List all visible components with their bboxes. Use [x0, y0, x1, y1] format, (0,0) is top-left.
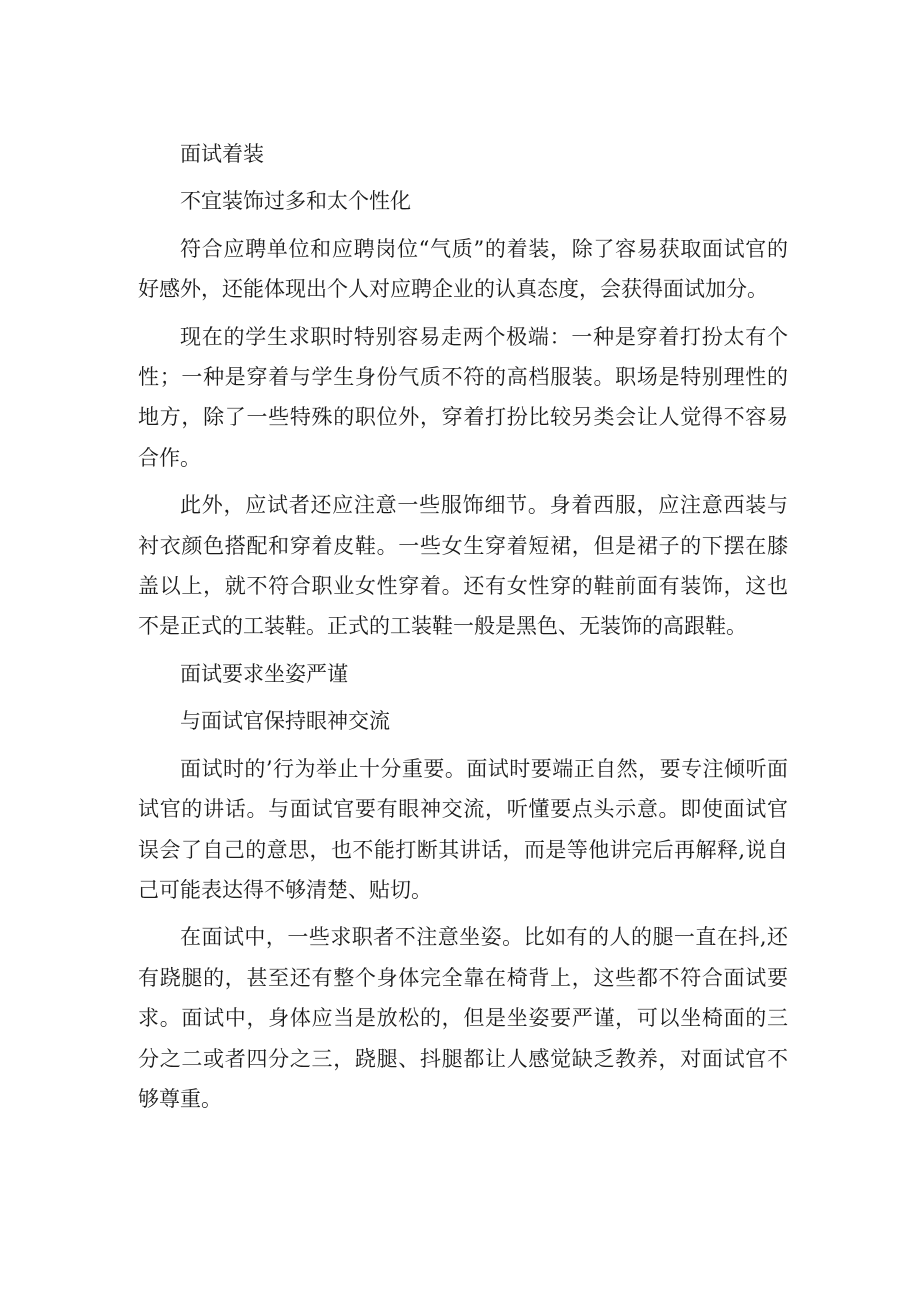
subheading-no-excess-decoration: 不宜装饰过多和太个性化	[180, 189, 411, 214]
paragraph-sitting-posture: 在面试中，一些求职者不注意坐姿。比如有的人的腿一直在抖,还有跷腿的，甚至还有整个身体完全靠在椅背上，这些都不符合面试要求。面试中，身体应当是放松的，但是坐姿要严谨，可以坐椅面的三分之二或者四分之三，跷腿、抖腿都让人感觉缺乏教养，对面试官不够尊重。	[138, 925, 788, 1111]
document-body	[138, 134, 788, 1126]
paragraph-behavior: 面试时的’行为举止十分重要。面试时要端正自然，要专注倾听面试官的讲话。与面试官要有眼神交流，听懂要点头示意。即使面试官误会了自己的意思，也不能打断其讲话，而是等他讲完后再解释,说自己可能表达得不够清楚、贴切。	[138, 756, 788, 902]
section-heading-posture: 面试要求坐姿严谨	[180, 661, 348, 686]
subheading-eye-contact: 与面试官保持眼神交流	[180, 709, 390, 734]
paragraph-attire-details: 此外，应试者还应注意一些服饰细节。身着西服，应注意西装与衬衣颜色搭配和穿着皮鞋。一些女生穿着短裙，但是裙子的下摆在膝盖以上，就不符合职业女性穿着。还有女性穿的鞋前面有装饰，这也不是正式的工装鞋。正式的工装鞋一般是黑色、无装饰的高跟鞋。	[138, 493, 788, 639]
section-heading-attire: 面试着装	[180, 142, 264, 166]
paragraph-two-extremes: 现在的学生求职时特别容易走两个极端：一种是穿着打扮太有个性；一种是穿着与学生身份气质不符的高档服装。职场是特别理性的地方，除了一些特殊的职位外，穿着打扮比较另类会让人觉得不容易合作。	[138, 324, 788, 470]
paragraph-suitable-attire: 符合应聘单位和应聘岗位“气质”的着装，除了容易获取面试官的好感外，还能体现出个人对应聘企业的认真态度，会获得面试加分。	[138, 236, 788, 302]
